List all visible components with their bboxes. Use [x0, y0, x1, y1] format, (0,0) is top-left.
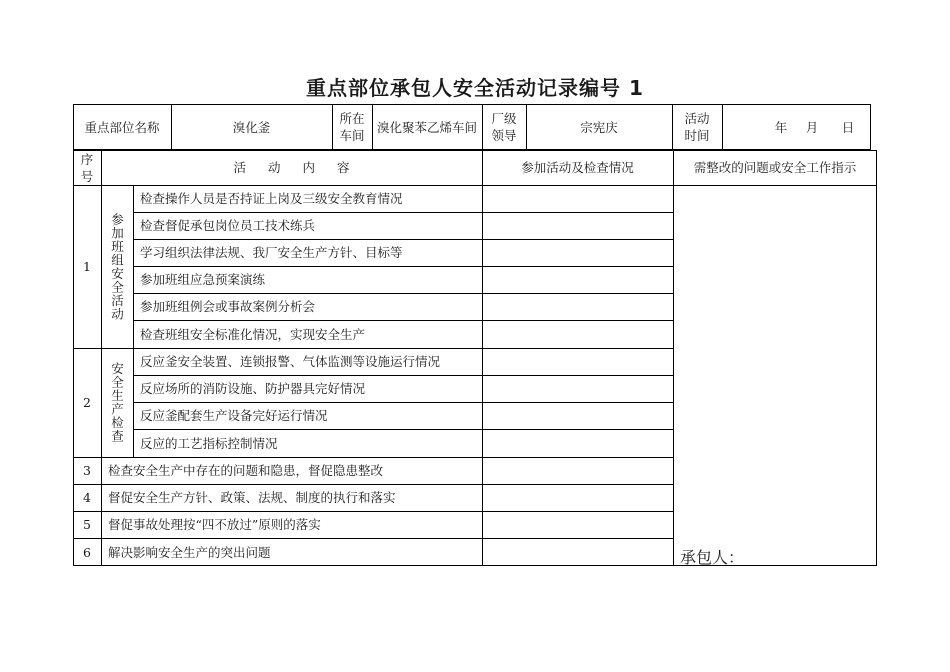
workshop-label: 所在车间	[339, 111, 365, 143]
column-header-seq: 序号	[80, 151, 94, 184]
workshop-value: 溴化聚苯乙烯车间	[376, 119, 477, 135]
part-name-label: 重点部位名称	[84, 119, 160, 135]
date-day: 日	[841, 119, 855, 135]
activity-item: 督促事故处理按“四不放过”原则的落实	[108, 517, 321, 532]
row-number: 5	[83, 517, 91, 532]
activity-item: 督促安全生产方针、政策、法规、制度的执行和落实	[108, 490, 396, 505]
activity-item: 参加班组例会或事故案例分析会	[140, 299, 316, 314]
row-number: 4	[83, 490, 91, 505]
activity-item: 检查安全生产中存在的问题和隐患，督促隐患整改	[108, 463, 384, 478]
column-header-content: 活 动 内 容	[233, 160, 350, 175]
contractor-signature-label: 承包人：	[680, 548, 745, 567]
col-divider	[673, 150, 674, 566]
activity-item: 反应釜配套生产设备完好运行情况	[140, 408, 328, 423]
activity-item: 反应的工艺指标控制情况	[140, 435, 278, 451]
activity-item: 反应釜安全装置、连锁报警、气体监测等设施运行情况	[140, 354, 441, 369]
section-number: 2	[83, 395, 91, 410]
leader-value: 宗宪庆	[580, 119, 618, 135]
page-title: 重点部位承包人安全活动记录编号 1	[306, 76, 644, 100]
activity-item: 检查操作人员是否持证上岗及三级安全教育情况	[140, 191, 403, 206]
date-year: 年	[774, 119, 788, 135]
header-divider	[722, 104, 723, 150]
time-label: 活动时间	[684, 111, 710, 143]
activity-item: 检查班组安全标准化情况，实现安全生产	[140, 326, 366, 342]
section-number: 1	[83, 259, 91, 274]
leader-label: 厂级领导	[491, 111, 517, 143]
activity-item: 学习组织法律法规、我厂安全生产方针、目标等	[140, 245, 403, 260]
date-month: 月	[805, 119, 819, 135]
column-header-participation: 参加活动及检查情况	[521, 160, 634, 175]
row-number: 6	[83, 544, 91, 560]
column-header-rectification: 需整改的问题或安全工作指示	[693, 160, 857, 175]
row-number: 3	[83, 463, 91, 478]
activity-item: 参加班组应急预案演练	[140, 272, 266, 287]
activity-item: 反应场所的消防设施、防护器具完好情况	[140, 381, 366, 396]
section-category: 安全生产检查	[109, 362, 125, 443]
activity-item: 解决影响安全生产的突出问题	[108, 544, 271, 560]
activity-item: 检查督促承包岗位员工技术练兵	[140, 218, 316, 233]
section-category: 参加班组安全活动	[109, 212, 125, 321]
part-name-value: 溴化釜	[232, 119, 271, 135]
